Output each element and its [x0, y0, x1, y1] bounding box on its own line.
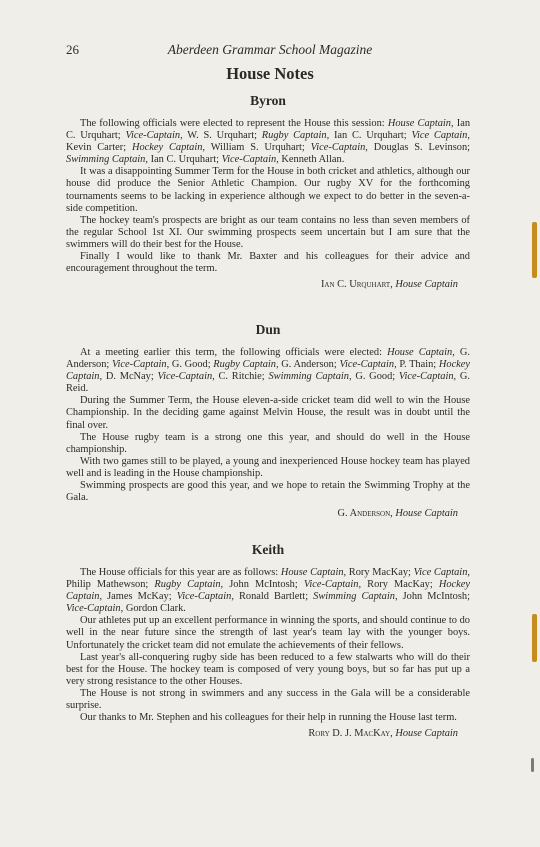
body-paragraph: Last year's all-conquering rugby side has been reduced to a few stalwarts who will do their best for the House. The hockey team is composed of very young boys, but so far has put up a very strong resistance to the other Houses. [66, 651, 470, 687]
page-title: House Notes [226, 64, 314, 83]
body-paragraph: During the Summer Term, the House eleven-a-side cricket team did well to win the House Championship. In the deciding game against Melvin House, the result was in doubt until the final over. [66, 395, 470, 431]
section-byron [66, 93, 470, 291]
body-paragraph: Our athletes put up an excellent performance in winning the sports, and should continue to do well in the near future since the strength of last year's team lay with the younger boys. Unfortunately the cricket team did not emulate the achievements of their fellows. [66, 615, 470, 651]
body-paragraph: With two games still to be played, a young and inexperienced House hockey team has played well and is leading in the House championship. [66, 455, 470, 479]
body-paragraph: Finally I would like to thank Mr. Baxter and his colleagues for their advice and encouragement throughout the term. [66, 251, 470, 275]
margin-mark [532, 614, 537, 662]
officials-paragraph: The House officials for this year are as follows: House Captain, Rory MacKay; Vice Captain, Philip Mathewson; Rugby Captain, John McIntosh; Vice-Captain, Rory MacKay; Hockey Captain, James McKay; Vice-Captain, Ronald Bartlett; Swimming Captain, John McIntosh; Vice-Captain, Gordon Clark. [66, 567, 470, 615]
section-dun [66, 322, 470, 520]
margin-mark [531, 758, 534, 772]
signature: G. Anderson, House Captain [337, 508, 458, 520]
margin-mark [532, 222, 537, 278]
signature: Rory D. J. MacKay, House Captain [308, 728, 458, 740]
body-paragraph: The House rugby team is a strong one this year, and should do well in the House championship. [66, 431, 470, 455]
running-title: Aberdeen Grammar School Magazine [167, 42, 373, 57]
section-heading: Byron [250, 93, 286, 108]
body-paragraph: Swimming prospects are good this year, and we hope to retain the Swimming Trophy at the Gala. [66, 480, 470, 504]
section-heading: Dun [255, 322, 281, 337]
officials-paragraph: At a meeting earlier this term, the following officials were elected: House Captain, G. Anderson; Vice-Captain, G. Good; Rugby Captain, G. Anderson; Vice-Captain, P. Thain; Hockey Captain, D. McNay; Vice-Captain, C. Ritchie; Swimming Captain, G. Good; Vice-Captain, G. Reid. [66, 347, 471, 395]
body-paragraph: The hockey team's prospects are bright as our team contains no less than seven members of the regular School 1st XI. Our swimming prospects seem uncertain but I am sure that the swimmers will do their best for the House. [66, 214, 470, 250]
officials-paragraph: The following officials were elected to represent the House this session: House Captain, Ian C. Urquhart; Vice-Captain, W. S. Urquhart; Rugby Captain, Ian C. Urquhart; Vice Captain, Kevin Carter; Hockey Captain, William S. Urquhart; Vice-Captain, Douglas S. Levinson; Swimming Captain, Ian C. Urquhart; Vice-Captain, Kenneth Allan. [66, 118, 471, 166]
page-header [66, 42, 474, 60]
page-number: 26 [66, 42, 79, 57]
section-heading: Keith [251, 542, 285, 557]
section-keith [66, 542, 470, 740]
body-paragraph: The House is not strong in swimmers and any success in the Gala will be a considerable surprise. [66, 687, 470, 712]
body-paragraph: Our thanks to Mr. Stephen and his colleagues for their help in running the House last term. [80, 712, 457, 724]
body-paragraph: It was a disappointing Summer Term for the House in both cricket and athletics, although our house did produce the Senior Athletic Champion. Our rugby XV for the forthcoming tournaments seems to be lacking in experience although we expect to do better in the seven-a-side competition. [66, 166, 470, 214]
signature: Ian C. Urquhart, House Captain [320, 279, 458, 291]
